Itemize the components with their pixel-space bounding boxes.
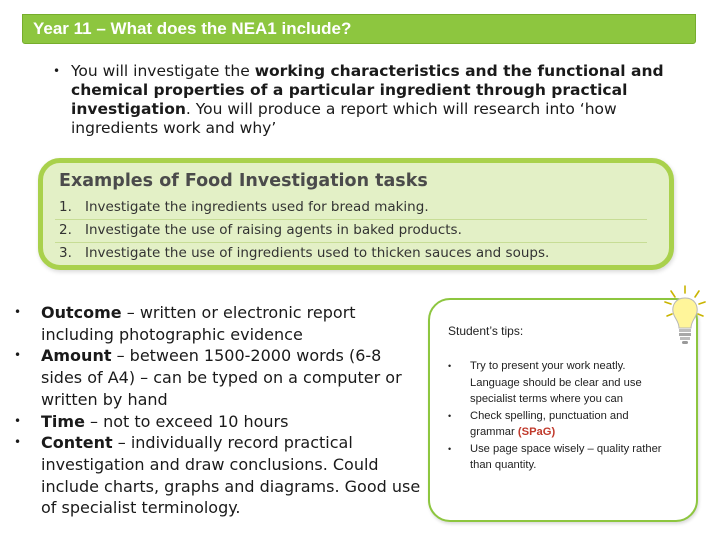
detail-label: Amount (41, 346, 112, 366)
list-item (14, 345, 424, 410)
details-list (14, 302, 424, 519)
intro-paragraph (55, 62, 675, 138)
bullet-icon: • (14, 413, 22, 428)
divider (55, 242, 647, 243)
tip-item (448, 441, 676, 474)
task-text: Investigate the use of raising agents in baked products. (85, 222, 462, 238)
example-task (59, 222, 462, 238)
divider (55, 219, 647, 220)
bullet-icon: • (448, 410, 452, 421)
spag-highlight: (SPaG) (517, 426, 556, 438)
tip-text: Use page space wisely – quality rather than quantity. (470, 442, 662, 471)
bullet-icon: • (14, 305, 22, 319)
detail-text: – not to exceed 10 hours (84, 411, 289, 431)
tip-item (448, 358, 676, 408)
list-item (14, 432, 424, 519)
task-number: 1. (59, 199, 72, 215)
task-text: Investigate the ingredients used for bread making. (85, 199, 429, 215)
example-task (59, 199, 429, 215)
bullet-icon: • (53, 64, 61, 78)
tips-list (448, 358, 676, 474)
examples-title: Examples of Food Investigation tasks (59, 171, 428, 191)
intro-text (71, 62, 675, 138)
lightbulb-icon (664, 284, 706, 352)
detail-label: Content (41, 433, 113, 453)
detail-text: – individually record practical investigation and draw conclusions. Could include charts, graphs and diagrams. Good use of specialist terminology. (41, 433, 421, 518)
intro-text-part1: You will investigate the (71, 62, 255, 80)
task-number: 2. (59, 222, 72, 238)
bullet-icon: • (14, 348, 22, 363)
list-item (14, 411, 424, 433)
tip-item (448, 408, 676, 441)
tip-text: Check spelling, punctuation and grammar (470, 409, 629, 438)
detail-text: – written or electronic report including photographic evidence (41, 303, 356, 344)
list-item (14, 302, 424, 345)
intro-text-part2: . You will produce a report which will research into ‘how ingredients work and why’ (71, 100, 617, 137)
bullet-icon: • (448, 443, 452, 454)
intro-text-bold: working characteristics and the functional and chemical properties of a particular ingredient through practical investigation (71, 62, 664, 118)
detail-text: – between 1500-2000 words (6-8 sides of A4) – can be typed on a computer or written by hand (41, 346, 402, 409)
student-tips-box (428, 298, 698, 522)
detail-label: Outcome (41, 303, 122, 322)
bullet-icon: • (448, 361, 452, 371)
tip-text: Try to present your work neatly. Language should be clear and use specialist terms where you can (470, 360, 642, 405)
example-task (59, 245, 549, 261)
task-text: Investigate the use of ingredients used to thicken sauces and soups. (85, 245, 550, 261)
task-number: 3. (59, 245, 72, 261)
tips-title: Student’s tips: (448, 324, 524, 338)
page-title: Year 11 – What does the NEA1 include? (22, 14, 696, 44)
detail-label: Time (41, 411, 85, 431)
examples-box (38, 158, 674, 270)
bullet-icon: • (14, 435, 22, 450)
